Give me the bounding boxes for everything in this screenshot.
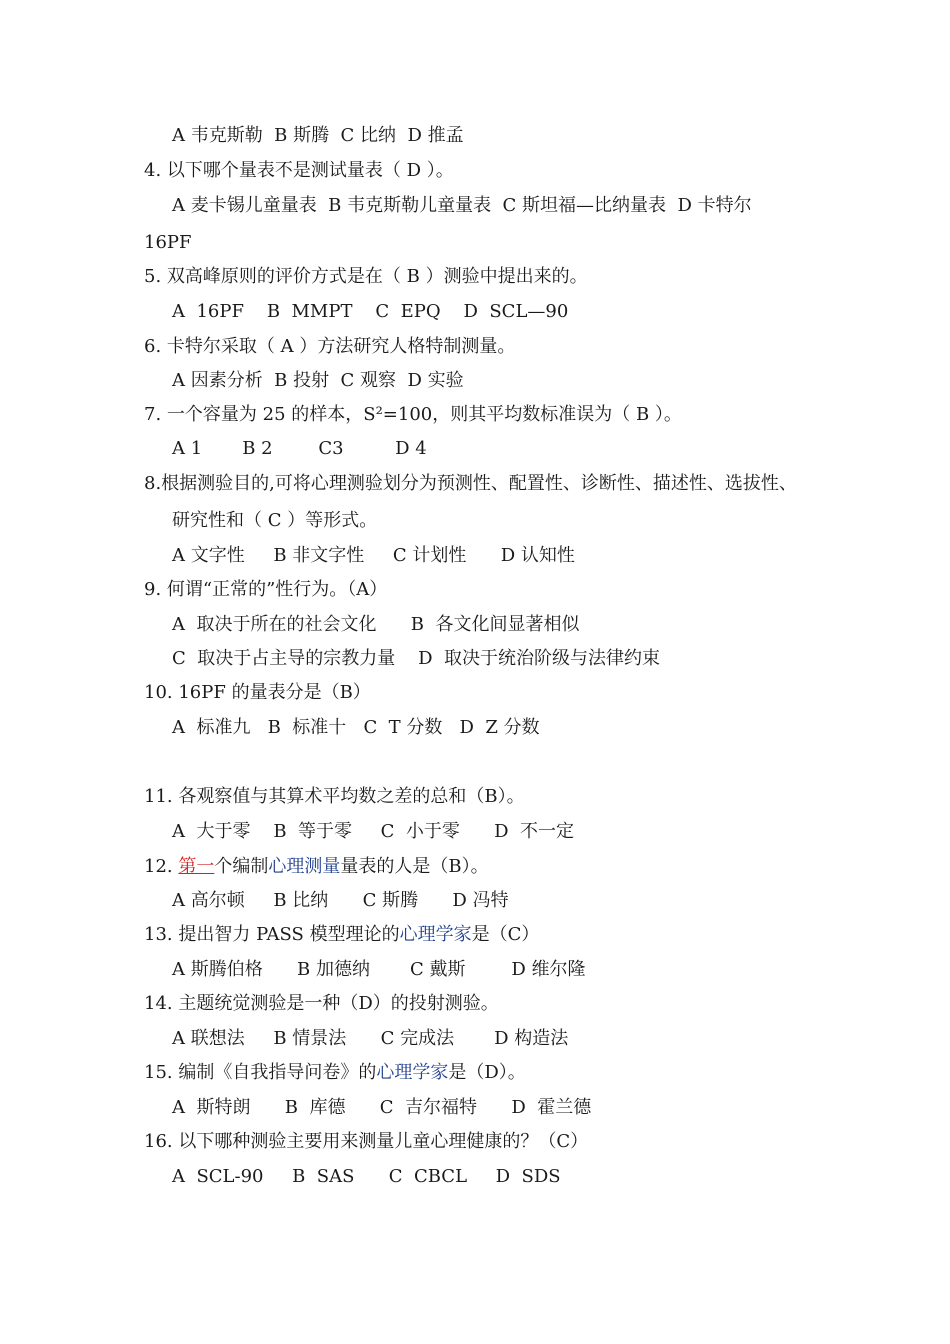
q11-options: A 大于零 B 等于零 C 小于零 D 不一定 (172, 821, 575, 842)
q5-options: A 16PF B MMPT C EPQ D SCL—90 (172, 301, 569, 322)
q12-text-a: 个编制 (214, 856, 269, 877)
q8-question-wrap: 研究性和（ C ）等形式。 (172, 510, 378, 531)
link-psychometrics[interactable]: 心理测量 (268, 856, 341, 877)
q5-question: 5. 双高峰原则的评价方式是在（ B ）测验中提出来的。 (144, 266, 588, 287)
q7-options: A 1 B 2 C3 D 4 (172, 438, 427, 459)
q12-text-b: 量表的人是（B）。 (340, 856, 489, 877)
q4-options: A 麦卡锡儿童量表 B 韦克斯勒儿童量表 C 斯坦福—比纳量表 D 卡特尔 (172, 195, 752, 216)
q12-question (144, 856, 489, 878)
q12-options: A 高尔顿 B 比纳 C 斯腾 D 冯特 (172, 890, 509, 911)
q14-options: A 联想法 B 情景法 C 完成法 D 构造法 (172, 1028, 569, 1049)
q4-options-wrap: 16PF (144, 232, 192, 253)
q9-options-row2: C 取决于占主导的宗教力量 D 取决于统治阶级与法律约束 (172, 648, 660, 669)
link-psychologist-q15[interactable]: 心理学家 (376, 1062, 449, 1083)
q11-question: 11. 各观察值与其算术平均数之差的总和（B）。 (144, 786, 525, 807)
q13-question (144, 924, 539, 946)
q6-options: A 因素分析 B 投射 C 观察 D 实验 (172, 370, 464, 391)
q6-question: 6. 卡特尔采取（ A ）方法研究人格特制测量。 (144, 336, 516, 357)
q10-question: 10. 16PF 的量表分是（B） (144, 682, 371, 703)
q15-options: A 斯特朗 B 库德 C 吉尔福特 D 霍兰德 (172, 1097, 592, 1118)
q13-text-a: 13. 提出智力 PASS 模型理论的 (144, 924, 400, 945)
q13-options: A 斯腾伯格 B 加德纳 C 戴斯 D 维尔隆 (172, 959, 586, 980)
q3-options: A 韦克斯勒 B 斯腾 C 比纳 D 推孟 (172, 125, 464, 146)
q14-question: 14. 主题统觉测验是一种（D）的投射测验。 (144, 993, 499, 1014)
q4-question: 4. 以下哪个量表不是测试量表（ D ）。 (144, 160, 454, 181)
q15-question (144, 1062, 526, 1084)
link-psychologist-q13[interactable]: 心理学家 (399, 924, 472, 945)
q10-options: A 标准九 B 标准十 C T 分数 D Z 分数 (172, 717, 540, 738)
q16-options: A SCL-90 B SAS C CBCL D SDS (172, 1166, 561, 1187)
q16-question: 16. 以下哪种测验主要用来测量儿童心理健康的？（C） (144, 1131, 589, 1152)
q7-question: 7. 一个容量为 25 的样本，S²=100，则其平均数标准误为（ B ）。 (144, 404, 682, 425)
q8-question: 8.根据测验目的,可将心理测验划分为预测性、配置性、诊断性、描述性、选拔性、 (144, 473, 797, 494)
link-first[interactable]: 第一 (178, 856, 215, 877)
q15-text-b: 是（D）。 (448, 1062, 526, 1083)
q13-text-b: 是（C） (471, 924, 540, 945)
q15-text-a: 15. 编制《自我指导问卷》的 (144, 1062, 377, 1083)
q8-options: A 文字性 B 非文字性 C 计划性 D 认知性 (172, 545, 575, 566)
q12-number: 12. (144, 856, 179, 877)
q9-question: 9. 何谓“正常的”性行为。（A） (144, 579, 388, 600)
q9-options-row1: A 取决于所在的社会文化 B 各文化间显著相似 (172, 614, 580, 635)
